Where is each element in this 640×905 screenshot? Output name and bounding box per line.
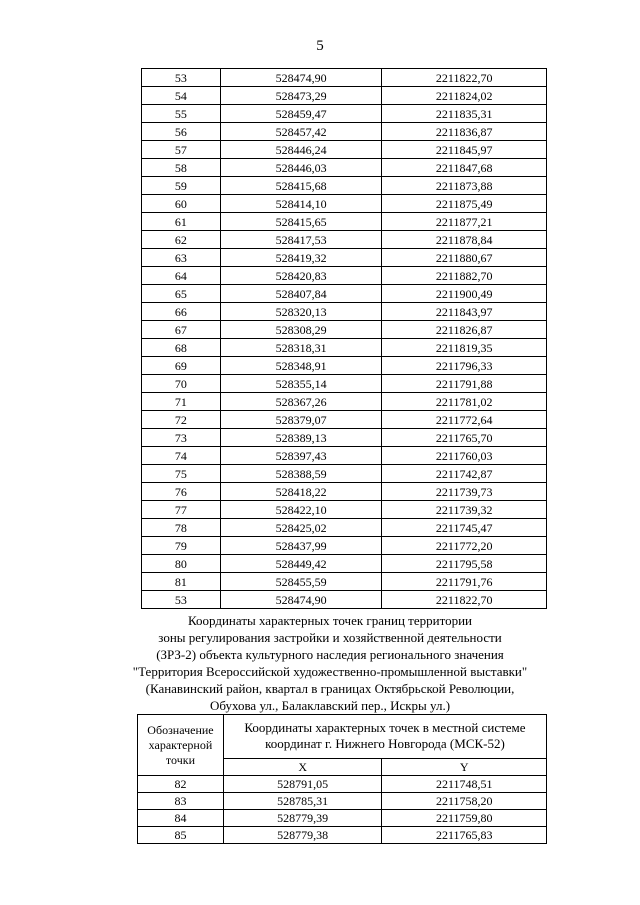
- caption-line: (ЗРЗ-2) объекта культурного наследия регионального значения: [156, 647, 504, 662]
- caption-line: Координаты характерных точек границ территории: [188, 613, 472, 628]
- table-row: [142, 141, 547, 159]
- x-coordinate-cell: 528415,65: [220, 213, 382, 231]
- table-row: [142, 591, 547, 609]
- y-coordinate-cell: 2211822,70: [382, 69, 547, 87]
- x-coordinate-cell: 528308,29: [220, 321, 382, 339]
- y-coordinate-cell: 2211758,20: [382, 793, 547, 810]
- point-number-cell: 53: [142, 69, 221, 87]
- header-x: X: [223, 758, 382, 775]
- x-coordinate-cell: 528407,84: [220, 285, 382, 303]
- point-number-cell: 78: [142, 519, 221, 537]
- point-number-cell: 72: [142, 411, 221, 429]
- table-row: [142, 555, 547, 573]
- x-coordinate-cell: 528474,90: [220, 591, 382, 609]
- x-coordinate-cell: 528418,22: [220, 483, 382, 501]
- point-number-cell: 57: [142, 141, 221, 159]
- table-row: [142, 285, 547, 303]
- point-number-cell: 62: [142, 231, 221, 249]
- table-row: [142, 123, 547, 141]
- point-number-cell: 61: [142, 213, 221, 231]
- point-number-cell: 74: [142, 447, 221, 465]
- x-coordinate-cell: 528779,39: [223, 810, 382, 827]
- table-row: [142, 213, 547, 231]
- zrz2-table-body: [138, 776, 547, 844]
- header-y: Y: [382, 758, 547, 775]
- point-number-cell: 58: [142, 159, 221, 177]
- table-row: [142, 267, 547, 285]
- y-coordinate-cell: 2211875,49: [382, 195, 547, 213]
- table-row: [142, 447, 547, 465]
- table-row: [142, 159, 547, 177]
- y-coordinate-cell: 2211824,02: [382, 87, 547, 105]
- x-coordinate-cell: 528320,13: [220, 303, 382, 321]
- point-number-cell: 59: [142, 177, 221, 195]
- table-row: [142, 177, 547, 195]
- point-number-cell: 76: [142, 483, 221, 501]
- point-number-cell: 64: [142, 267, 221, 285]
- point-number-cell: 80: [142, 555, 221, 573]
- table-row: [142, 249, 547, 267]
- y-coordinate-cell: 2211826,87: [382, 321, 547, 339]
- y-coordinate-cell: 2211882,70: [382, 267, 547, 285]
- x-coordinate-cell: 528420,83: [220, 267, 382, 285]
- x-coordinate-cell: 528779,38: [223, 827, 382, 844]
- table-row: [142, 375, 547, 393]
- table-row: [142, 429, 547, 447]
- caption-line: "Территория Всероссийской художественно-промышленной выставки": [132, 664, 528, 679]
- y-coordinate-cell: 2211847,68: [382, 159, 547, 177]
- x-coordinate-cell: 528473,29: [220, 87, 382, 105]
- point-number-cell: 66: [142, 303, 221, 321]
- y-coordinate-cell: 2211772,20: [382, 537, 547, 555]
- point-number-cell: 56: [142, 123, 221, 141]
- x-coordinate-cell: 528457,42: [220, 123, 382, 141]
- y-coordinate-cell: 2211742,87: [382, 465, 547, 483]
- y-coordinate-cell: 2211880,67: [382, 249, 547, 267]
- x-coordinate-cell: 528417,53: [220, 231, 382, 249]
- table-row: [138, 810, 547, 827]
- table-row: [142, 393, 547, 411]
- y-coordinate-cell: 2211845,97: [382, 141, 547, 159]
- x-coordinate-cell: 528474,90: [220, 69, 382, 87]
- header-coordinate-system: Координаты характерных точек в местной системе координат г. Нижнего Новгорода (МСК-52): [223, 715, 546, 759]
- y-coordinate-cell: 2211795,58: [382, 555, 547, 573]
- x-coordinate-cell: 528437,99: [220, 537, 382, 555]
- zone-caption: [100, 612, 560, 714]
- y-coordinate-cell: 2211739,32: [382, 501, 547, 519]
- table-row: [142, 573, 547, 591]
- x-coordinate-cell: 528379,07: [220, 411, 382, 429]
- x-coordinate-cell: 528389,13: [220, 429, 382, 447]
- point-number-cell: 77: [142, 501, 221, 519]
- point-number-cell: 84: [138, 810, 224, 827]
- table-row: [142, 357, 547, 375]
- point-number-cell: 81: [142, 573, 221, 591]
- caption-line: Обухова ул., Балаклавский пер., Искры ул.): [209, 698, 451, 713]
- x-coordinate-cell: 528446,03: [220, 159, 382, 177]
- table-header: [138, 715, 547, 776]
- x-coordinate-cell: 528449,42: [220, 555, 382, 573]
- point-number-cell: 85: [138, 827, 224, 844]
- x-coordinate-cell: 528459,47: [220, 105, 382, 123]
- caption-line: (Канавинский район, квартал в границах Октябрьской Революции,: [145, 681, 515, 696]
- y-coordinate-cell: 2211822,70: [382, 591, 547, 609]
- page-number: 5: [316, 38, 324, 54]
- table-row: [142, 339, 547, 357]
- y-coordinate-cell: 2211781,02: [382, 393, 547, 411]
- y-coordinate-cell: 2211765,83: [382, 827, 547, 844]
- x-coordinate-cell: 528446,24: [220, 141, 382, 159]
- table-row: [142, 537, 547, 555]
- x-coordinate-cell: 528414,10: [220, 195, 382, 213]
- table-row: [138, 827, 547, 844]
- table-row: [142, 321, 547, 339]
- x-coordinate-cell: 528397,43: [220, 447, 382, 465]
- table-row: [142, 303, 547, 321]
- y-coordinate-cell: 2211877,21: [382, 213, 547, 231]
- y-coordinate-cell: 2211791,76: [382, 573, 547, 591]
- y-coordinate-cell: 2211878,84: [382, 231, 547, 249]
- y-coordinate-cell: 2211772,64: [382, 411, 547, 429]
- x-coordinate-cell: 528388,59: [220, 465, 382, 483]
- coordinates-table-body: [142, 69, 547, 609]
- x-coordinate-cell: 528419,32: [220, 249, 382, 267]
- y-coordinate-cell: 2211835,31: [382, 105, 547, 123]
- y-coordinate-cell: 2211900,49: [382, 285, 547, 303]
- header-point-designation: Обозначение характерной точки: [138, 715, 224, 776]
- point-number-cell: 73: [142, 429, 221, 447]
- y-coordinate-cell: 2211796,33: [382, 357, 547, 375]
- table-row: [138, 793, 547, 810]
- table-row: [138, 776, 547, 793]
- x-coordinate-cell: 528422,10: [220, 501, 382, 519]
- y-coordinate-cell: 2211873,88: [382, 177, 547, 195]
- table-row: [142, 69, 547, 87]
- x-coordinate-cell: 528318,31: [220, 339, 382, 357]
- y-coordinate-cell: 2211759,80: [382, 810, 547, 827]
- x-coordinate-cell: 528348,91: [220, 357, 382, 375]
- point-number-cell: 75: [142, 465, 221, 483]
- point-number-cell: 70: [142, 375, 221, 393]
- point-number-cell: 69: [142, 357, 221, 375]
- point-number-cell: 68: [142, 339, 221, 357]
- table-row: [142, 519, 547, 537]
- y-coordinate-cell: 2211748,51: [382, 776, 547, 793]
- point-number-cell: 54: [142, 87, 221, 105]
- x-coordinate-cell: 528355,14: [220, 375, 382, 393]
- y-coordinate-cell: 2211791,88: [382, 375, 547, 393]
- table-row: [142, 231, 547, 249]
- coordinates-table-continued: [141, 68, 547, 609]
- point-number-cell: 67: [142, 321, 221, 339]
- x-coordinate-cell: 528791,05: [223, 776, 382, 793]
- point-number-cell: 60: [142, 195, 221, 213]
- y-coordinate-cell: 2211843,97: [382, 303, 547, 321]
- x-coordinate-cell: 528415,68: [220, 177, 382, 195]
- caption-line: зоны регулирования застройки и хозяйственной деятельности: [158, 630, 502, 645]
- point-number-cell: 79: [142, 537, 221, 555]
- x-coordinate-cell: 528367,26: [220, 393, 382, 411]
- point-number-cell: 65: [142, 285, 221, 303]
- x-coordinate-cell: 528425,02: [220, 519, 382, 537]
- table-row: [142, 483, 547, 501]
- y-coordinate-cell: 2211836,87: [382, 123, 547, 141]
- y-coordinate-cell: 2211739,73: [382, 483, 547, 501]
- table-row: [142, 195, 547, 213]
- point-number-cell: 83: [138, 793, 224, 810]
- point-number-cell: 53: [142, 591, 221, 609]
- point-number-cell: 63: [142, 249, 221, 267]
- zrz2-coordinates-table: [137, 714, 547, 844]
- y-coordinate-cell: 2211765,70: [382, 429, 547, 447]
- table-row: [142, 465, 547, 483]
- y-coordinate-cell: 2211819,35: [382, 339, 547, 357]
- y-coordinate-cell: 2211745,47: [382, 519, 547, 537]
- table-row: [142, 501, 547, 519]
- point-number-cell: 55: [142, 105, 221, 123]
- table-row: [142, 87, 547, 105]
- point-number-cell: 82: [138, 776, 224, 793]
- x-coordinate-cell: 528785,31: [223, 793, 382, 810]
- table-row: [142, 411, 547, 429]
- table-row: [142, 105, 547, 123]
- point-number-cell: 71: [142, 393, 221, 411]
- y-coordinate-cell: 2211760,03: [382, 447, 547, 465]
- x-coordinate-cell: 528455,59: [220, 573, 382, 591]
